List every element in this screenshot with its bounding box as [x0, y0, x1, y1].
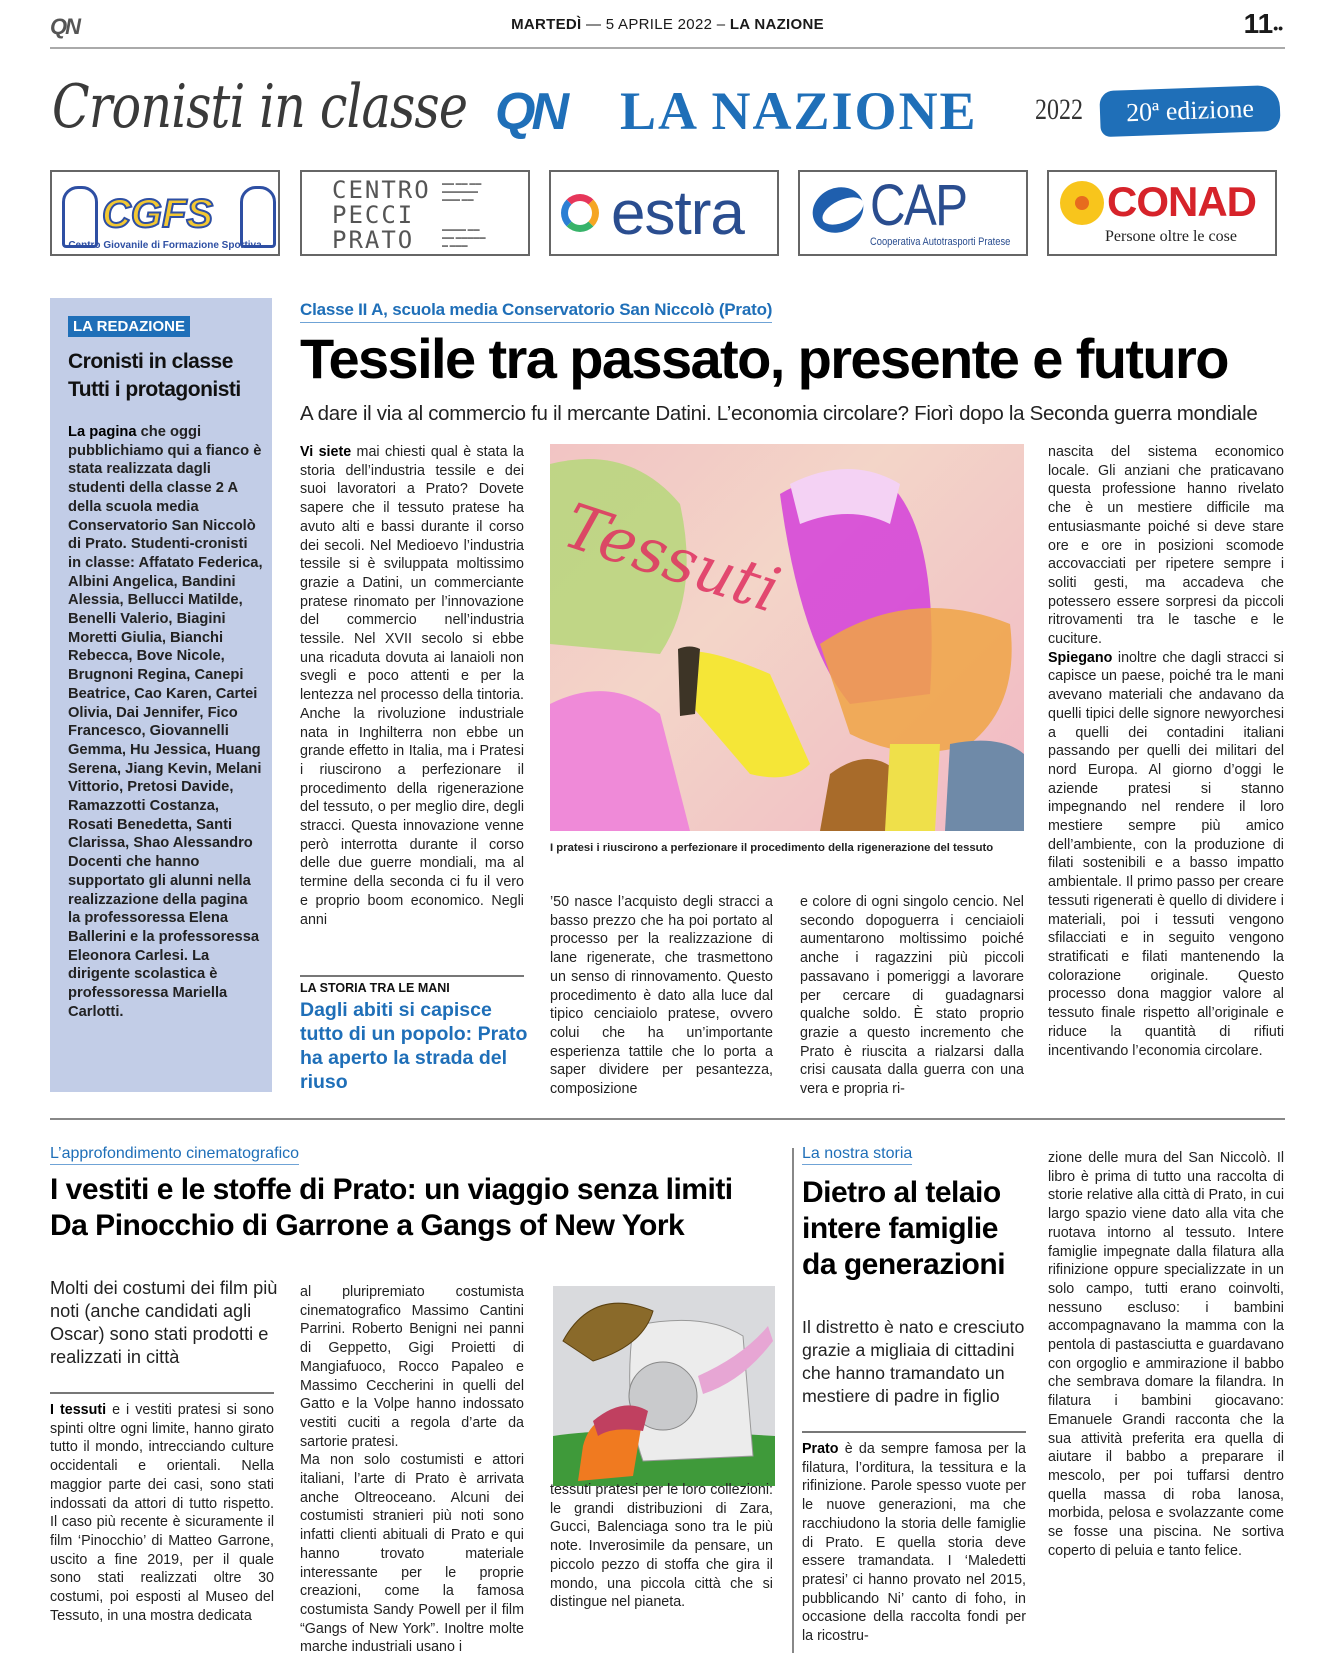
sidebar-text: che oggi pubblichiamo qui a fianco è stata realizzata dagli studenti della classe 2 A della scuola media Conservatorio San Niccolò di Prato. Studenti-cronisti in classe: Affatato Federica, Albini Angelica, Bandini Alessia, Bellucci Matilde, Benelli Valerio, Biagini Moretti Giulia, Bianchi Rebecca, Bove Nicole, Brugnoni Regina, Canepi Beatrice, Cao Karen, Cartei Olivia, Dai Jennifer, Fico Francesco, Giovannelli Gemma, Hu Jessica, Huang Serena, Jiang Kevin, Melani Vittorio, Pretosi Davide, Ramazzotti Costanza, Rosati Benedetta, Santi Clarissa, Shao Alessandro Docenti che hanno supportato gli alunni nella realizzazione della pagina la professoressa Elena Ballerini e la professoressa Eleonora Carlesi. La dirigente scolastica è professoressa Mariella Carlotti.	[68, 424, 263, 1020]
family-kicker: La nostra storia	[802, 1145, 912, 1165]
box-kicker: LA STORIA TRA LE MANI	[300, 981, 450, 995]
dateline-day: MARTEDÌ	[511, 16, 582, 33]
masthead-title: Cronisti in classe	[52, 72, 468, 142]
film-lead-bold: I tessuti	[50, 1402, 107, 1418]
sponsor-name: estra	[611, 179, 744, 248]
film-column	[50, 1401, 274, 1625]
film-text: al pluripremiato costumista cinematografico Massimo Cantini Parrini. Roberto Benigni nei panni di Geppetto, Gigi Proietti di Mangiafuoco, Rocco Papaleo e Massimo Ceccherini in quelli del Gatto e la Volpe hanno indossato vestiti cuciti a regola d’arte da sartorie pratesi.	[300, 1284, 524, 1450]
sponsor-cgfs-logo	[50, 170, 280, 256]
article-column	[1048, 443, 1284, 1060]
sponsor-cap-logo	[798, 170, 1028, 256]
sidebar-title: Cronisti in classe Tutti i protagonisti	[68, 350, 241, 401]
family-column	[802, 1440, 1026, 1646]
page-number-value: 11	[1243, 8, 1274, 39]
film-column: tessuti pratesi per le loro collezioni: le grandi distribuzioni di Zara, Gucci, Balenciaga sono tra le più note. Inverosimile da pensare, un piccolo pezzo di stoffa che gira il mondo, una piccola città che si distingue nel pianeta.	[550, 1482, 773, 1611]
film-drawing	[553, 1286, 775, 1486]
box-divider	[300, 975, 524, 977]
sidebar-lead-bold: La pagina	[68, 424, 137, 440]
dateline-dash: –	[716, 16, 730, 33]
conad-flower-icon	[1063, 184, 1101, 222]
film-divider	[50, 1392, 274, 1394]
article-lead-bold: Spiegano	[1048, 649, 1113, 666]
sidebar-kicker: LA REDAZIONE	[68, 316, 190, 337]
sidebar-box	[50, 298, 272, 1092]
family-text: è da sempre famosa per la filatura, l’orditura, la tessitura e la rifinizione. Parole spesso vuote per le nuove generazioni, ma che racchiudono la storia delle famiglie di Prato. E quella storia deve essere tramandata. I ‘Maledetti pratesi’ ci hanno provato nel 2015, pubblicando Ni’ canto di foho, in occasione della raccolta fondi per la ricostru-	[802, 1441, 1026, 1645]
shape-pink	[550, 691, 690, 831]
article-column	[300, 443, 524, 929]
page-number	[1244, 8, 1283, 40]
film-headline-line: Da Pinocchio di Garrone a Gangs of New York	[50, 1209, 685, 1242]
article-kicker: Classe II A, scuola media Conservatorio San Niccolò (Prato)	[300, 300, 772, 323]
sponsor-estra-logo	[549, 170, 779, 256]
article-photo	[550, 444, 1024, 831]
family-lead: Il distretto è nato e cresciuto grazie a migliaia di cittadini che hanno tramandato un mestiere di padre in figlio	[802, 1317, 1025, 1406]
family-headline: Dietro al telaio intere famiglie da generazioni	[802, 1176, 1006, 1281]
pecci-fine-print: ▬▬ ▬▬ ▬▬ ▬▬▬▬▬▬ ▬▬▬ ▬▬	[442, 181, 482, 203]
sidebar-body	[68, 423, 263, 1022]
film-kicker: L’approfondimento cinematografico	[50, 1145, 299, 1165]
box-title: Dagli abiti si capisce tutto di un popolo: Prato ha aperto la strada del riuso	[300, 999, 528, 1093]
dateline-dash: —	[585, 16, 606, 33]
cgfs-mascot-icon	[240, 186, 276, 248]
estra-swirl-icon	[561, 194, 599, 232]
article-subhead: A dare il via al commercio fu il mercante Datini. L’economia circolare? Fiorì dopo la Seconda guerra mondiale	[300, 402, 1258, 425]
film-text: e i vestiti pratesi si sono spinti oltre ogni limite, hanno girato tutto il mondo, intrecciando culture occidentali e orientali. Nella maggior parte dei casi, sono stati indossati da attori di tutto rispetto. Il caso più recente è sicuramente il film ‘Pinocchio’ di Matteo Garrone, uscito a fine 2019, per il quale sono stati realizzati oltre 30 costumi, poi esposti al Museo del Tessuto, in una mostra dedicata	[50, 1402, 274, 1624]
sponsor-conad-logo	[1047, 170, 1277, 256]
pecci-line: PRATO	[332, 226, 415, 254]
masthead-year: 2022	[1035, 93, 1083, 126]
film-column	[300, 1283, 524, 1657]
sponsor-name	[332, 178, 431, 253]
article-column: e colore di ogni singolo cencio. Nel secondo dopoguerra i cenciaioli aumentarono moltissimo poiché anche i ragazzini più piccoli passavano i pomeriggi a lavorare per cercare di guadagnarsi qualche soldo. È stato proprio grazie a questo incremento che Prato è riuscita a rialzarsi dalla crisi causata dalla guerra con una vera e propria ri-	[800, 894, 1024, 1098]
film-headline-line: I vestiti e le stoffe di Prato: un viaggio senza limiti	[50, 1173, 733, 1206]
sponsor-pecci-logo	[300, 170, 530, 256]
cap-swoosh-icon	[805, 179, 871, 241]
sponsor-subtitle: Centro Giovanile di Formazione Sportiva	[68, 240, 262, 251]
film-headline	[50, 1172, 790, 1244]
pecci-line: CENTRO	[332, 176, 431, 204]
sponsor-name: CONAD	[1107, 178, 1256, 225]
sponsor-name: CGFS	[102, 192, 214, 236]
shape-yellow2	[885, 744, 940, 831]
sewing-machine-drawing	[553, 1286, 775, 1486]
qn-small-logo: QN	[50, 14, 79, 39]
qn-logo: QN	[495, 83, 565, 141]
article-lead-bold: Vi siete	[300, 444, 352, 460]
edition-badge: 20ª edizione	[1099, 85, 1280, 137]
cgfs-mascot-icon	[62, 186, 98, 248]
column-divider	[792, 1148, 794, 1653]
article-text: nascita del sistema economico locale. Gli anziani che praticavano questa professione hanno rivelato che è un mestiere difficile ma entusiasmante poiché si deve stare ore e ore in posizioni scomode accovacciati per ripetere sempre i soliti gesti, ma accadeva che potessero essere sorpresi da piccoli ritrovamenti tra le tasche e le cuciture.	[1048, 444, 1284, 648]
section-divider	[50, 1118, 1285, 1120]
photo-text: Tessuti	[555, 488, 789, 627]
page-dots: ••	[1273, 20, 1283, 36]
family-divider	[802, 1431, 1026, 1433]
shape-yellow	[680, 652, 810, 778]
sponsor-subtitle: Cooperativa Autotrasporti Pratese	[870, 236, 1011, 248]
photo-caption: I pratesi i riuscirono a perfezionare il procedimento della rigenerazione del tessuto	[550, 842, 994, 854]
article-text: inoltre che dagli stracci si capisce un paese, poiché tra le mani avevano materiali che andavano da quelli tipici delle signore newyorchesi a quelli dei contadini italiani passando per quelli dei militari del nord Europa. Al giorno d’oggi le aziende pratesi si stanno impegnando nel rendere il loro mestiere sempre più amico dell’ambiente, con la produzione di filati sostenibili e a basso impatto ambientale. Il primo passo per creare tessuti rigenerati è quello di dividere i materiali, poi i tessuti vengono sfilacciati e in seguito vengono stratificati e filati mantenendo la colorazione originale. Questo processo dona maggior valore al tessuto finale rispetto all’originale e riduce la quantità di rifiuti incentivando l’economia circolare.	[1048, 649, 1285, 1059]
newspaper-logo: LA NAZIONE	[620, 81, 978, 141]
sponsor-subtitle: Persone oltre le cose	[1105, 228, 1237, 245]
shape-orange	[820, 608, 1012, 752]
sponsor-name: CAP	[870, 173, 967, 238]
family-lead-bold: Prato	[802, 1441, 839, 1457]
article-text: mai chiesti qual è stata la storia dell’industria tessile e dei suoi lavoratori a Prato? Dovete sapere che il tessuto pratese ha avuto alti e bassi durante il corso dei secoli. Nel Medioevo l’industria tessile si è sviluppata moltissimo grazie a Datini, un commerciante pratese rinomato per l’innovazione del commercio nell’industria tessile. Nel XVII secolo si ebbe una ricaduta dovuta ai lanaioli non svegli e poco attenti e per la lentezza nel processo della tintoria. Anche la rivoluzione industriale nata in Inghilterra non ebbe un grande effetto in Italia, ma i Pratesi i riuscirono a perfezionare il procedimento della rigenerazione del tessuto, o per meglio dire, degli stracci. Questa innovazione venne però interrotta durante il corso delle due guerre mondiali, ma al termine della seconda ci fu il vero e proprio boom economico. Negli anni	[300, 444, 525, 928]
header-divider	[50, 47, 1285, 49]
article-headline: Tessile tra passato, presente e futuro	[300, 327, 1228, 390]
dateline	[0, 16, 1335, 33]
film-lead: Molti dei costumi dei film più noti (anche candidati agli Oscar) sono stati prodotti e realizzati in città	[50, 1278, 278, 1367]
pecci-line: PECCI	[332, 201, 415, 229]
family-column: zione delle mura del San Niccolò. Il libro è prima di tutto una raccolta di storie relative alla città di Prato, in cui largo spazio viene dato alla vita che ruotava intorno al tessuto. Intere famiglie impegnate dalla filatura alla rifinizione oppure specializzate in un solo campo, tutti erano coinvolti, nessuno escluso: i bambini accompagnavano la mamma con la pentola di pastasciutta e guardavano con orgoglio e ammirazione il babbo che sembrava domare la filandra. In filatura i bambini giocavano: Emanuele Grandi racconta che la sua attività preferita era quella di aiutare il babbo a preparare il mescolo, per poi tuffarsi dentro quella massa di roba lanosa, morbida, pelosa e svolazzante come se fosse una piscina. Ne sortiva coperto di peluia e tanto felice.	[1048, 1150, 1285, 1559]
shape-blue	[945, 741, 1024, 831]
film-text: Ma non solo costumisti e attori italiani, l’arte di Prato è arrivata anche Oltreoceano. Alcuni dei costumisti stranieri più noti sono infatti clienti abituali di Prato e qui hanno trovato materiale interessante per le proprie creazioni, come la famosa costumista Sandy Powell per il film “Gangs of New York”. Inoltre molte marche industriali usano i	[300, 1452, 524, 1656]
pecci-fine-print: ▬▬▬▬ ▬▬ ▬▬ ▬▬▬▬▬ ▬ ▬▬▬	[442, 227, 486, 249]
tessuti-illustration	[550, 444, 1024, 831]
article-column: ’50 nasce l’acquisto degli stracci a basso prezzo che ha poi portato al processo per la realizzazione di lane rigenerate, che trasmettono un senso di rinnovamento. Questo procedimento è dato alla luce dal tipico cenciaiolo pratese, ovvero colui che ha un’importante esperienza tattile che lo porta a saper dividere per pesantezza, composizione	[550, 894, 773, 1098]
dateline-newspaper: LA NAZIONE	[729, 16, 824, 33]
dateline-date: 5 APRILE 2022	[605, 16, 713, 33]
